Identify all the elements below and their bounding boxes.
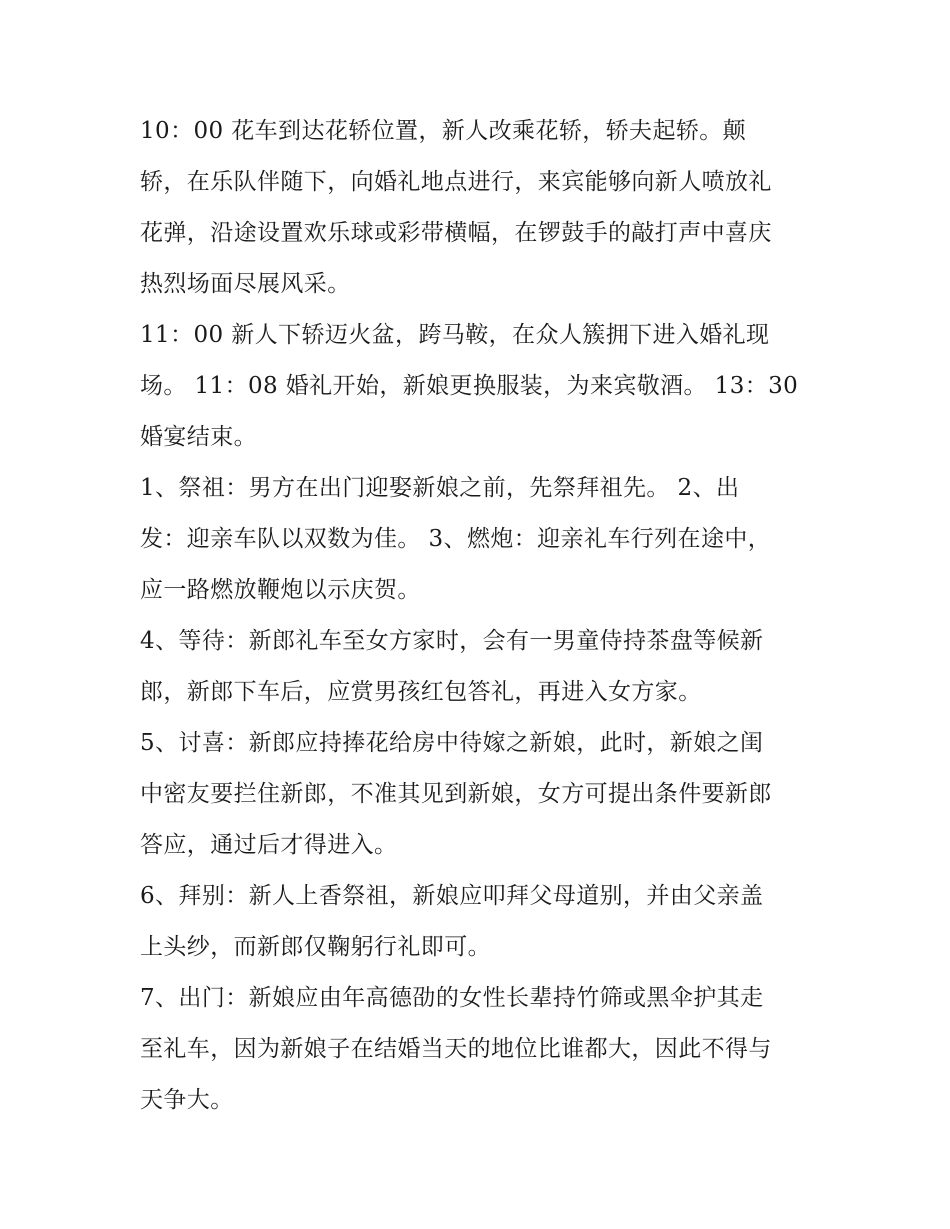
text-line: 热烈场面尽展风采。	[140, 271, 351, 297]
text-line: 5、讨喜：新郎应持捧花给房中待嫁之新娘，此时，新娘之闺	[140, 730, 764, 756]
text-line: 婚宴结束。	[140, 424, 257, 450]
text-line: 发：迎亲车队以双数为佳。 3、燃炮：迎亲礼车行列在途中，	[140, 526, 772, 552]
text-line: 上头纱，而新郎仅鞠躬行礼即可。	[140, 934, 491, 960]
text-line: 答应，通过后才得进入。	[140, 832, 398, 858]
text-line: 中密友要拦住新郎，不准其见到新娘，女方可提出条件要新郎	[140, 781, 772, 807]
text-line: 10：00 花车到达花轿位置，新人改乘花轿，轿夫起轿。颠	[140, 118, 747, 144]
text-line: 场。 11：08 婚礼开始，新娘更换服装，为来宾敬酒。 13：30	[140, 373, 799, 399]
text-line: 11：00 新人下轿迈火盆，跨马鞍，在众人簇拥下进入婚礼现	[140, 322, 770, 348]
text-line: 郎，新郎下车后，应赏男孩红包答礼，再进入女方家。	[140, 679, 702, 705]
text-line: 7、出门：新娘应由年高德劭的女性长辈持竹筛或黑伞护其走	[140, 985, 764, 1011]
text-line: 6、拜别：新人上香祭祖，新娘应叩拜父母道别，并由父亲盖	[140, 883, 764, 909]
text-line: 轿，在乐队伴随下，向婚礼地点进行，来宾能够向新人喷放礼	[140, 169, 772, 195]
text-line: 至礼车，因为新娘子在结婚当天的地位比谁都大，因此不得与	[140, 1036, 772, 1062]
text-line: 天争大。	[140, 1087, 234, 1113]
text-line: 应一路燃放鞭炮以示庆贺。	[140, 577, 421, 603]
text-line: 1、祭祖：男方在出门迎娶新娘之前，先祭拜祖先。 2、出	[140, 475, 740, 501]
text-line: 4、等待：新郎礼车至女方家时，会有一男童侍持茶盘等候新	[140, 628, 764, 654]
body-text	[140, 110, 820, 1130]
text-line: 花弹，沿途设置欢乐球或彩带横幅，在锣鼓手的敲打声中喜庆	[140, 220, 772, 246]
